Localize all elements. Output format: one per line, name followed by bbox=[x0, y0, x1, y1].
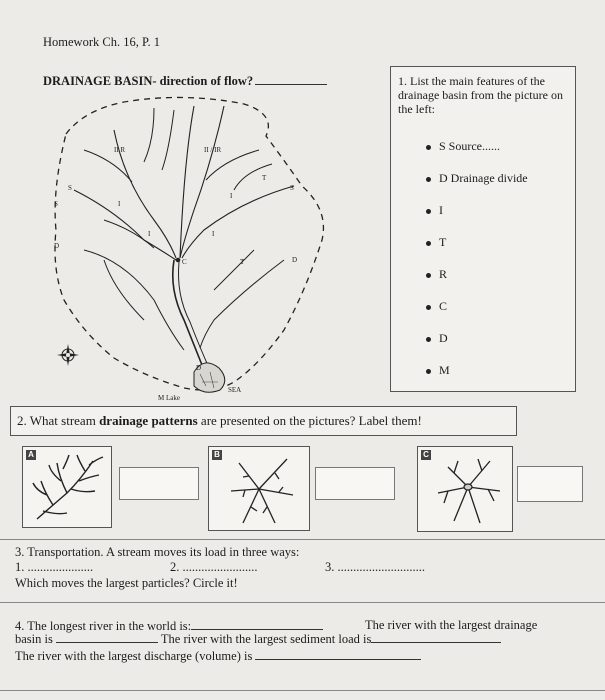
map-label-iir: II R bbox=[114, 146, 126, 154]
pattern-c-answer-box[interactable] bbox=[517, 466, 583, 502]
map-label-m-lake: M Lake bbox=[158, 394, 180, 400]
map-label-s-right: S bbox=[290, 184, 294, 192]
pattern-c-letter: C bbox=[421, 450, 431, 460]
bullet-icon bbox=[426, 177, 431, 182]
bullet-icon bbox=[426, 241, 431, 246]
map-label-c: C bbox=[182, 258, 187, 266]
bullet-icon bbox=[426, 369, 431, 374]
bullet-icon bbox=[426, 145, 431, 150]
map-label-i4: I bbox=[230, 192, 233, 200]
bullet-icon bbox=[426, 273, 431, 278]
q3-prompt: 3. Transportation. A stream moves its load in three ways: bbox=[15, 545, 300, 559]
drainage-divide-line bbox=[55, 97, 323, 390]
feature-item: C bbox=[426, 299, 447, 314]
feature-item: D bbox=[426, 331, 448, 346]
feature-item: R bbox=[426, 267, 447, 282]
map-label-iiir: II / IR bbox=[204, 146, 222, 154]
page-title: Homework Ch. 16, P. 1 bbox=[43, 35, 161, 49]
divider-line bbox=[0, 690, 605, 691]
tributary-top-right bbox=[180, 106, 224, 258]
map-label-sea: SEA bbox=[228, 386, 242, 394]
q1-heading-text: DRAINAGE BASIN- direction of flow? bbox=[43, 74, 254, 88]
map-label-d-left: D bbox=[54, 242, 60, 250]
feature-item: S Source...... bbox=[426, 139, 500, 154]
q4-line-1: 4. The longest river in the world is: bbox=[15, 619, 323, 633]
divider-line bbox=[0, 602, 605, 603]
map-label-t-top: T bbox=[262, 174, 267, 182]
q3-blank-3[interactable]: 3. ............................ bbox=[325, 560, 425, 574]
q3-circle-prompt: Which moves the largest particles? Circle it! bbox=[15, 576, 238, 590]
q1-heading bbox=[43, 74, 327, 89]
map-label-i2: I bbox=[148, 230, 151, 238]
q4-sediment-load-blank[interactable] bbox=[371, 632, 501, 643]
dendritic-pattern-icon bbox=[23, 447, 111, 527]
feature-item: T bbox=[426, 235, 446, 250]
q4-largest-basin-blank[interactable] bbox=[56, 632, 158, 643]
pattern-b-figure bbox=[208, 446, 310, 531]
pattern-a-figure bbox=[22, 446, 112, 528]
q1-prompt: 1. List the main features of the drainage basin from the picture on the left: bbox=[398, 74, 563, 116]
pattern-b-answer-box[interactable] bbox=[315, 467, 395, 500]
q3-blank-2[interactable]: 2. ........................ bbox=[170, 560, 258, 574]
pattern-c-figure bbox=[417, 446, 513, 532]
bullet-icon bbox=[426, 209, 431, 214]
map-label-i1: I bbox=[118, 200, 121, 208]
q2-prompt: 2. What stream drainage patterns are presented on the pictures? Label them! bbox=[17, 413, 422, 428]
q4-line-2: basin is The river with the largest sediment load is bbox=[15, 632, 501, 646]
feature-item: I bbox=[426, 203, 443, 218]
q4-largest-basin-label: The river with the largest drainage bbox=[365, 618, 538, 632]
q3-blank-1[interactable]: 1. ..................... bbox=[15, 560, 94, 574]
feature-item: D Drainage divide bbox=[426, 171, 528, 186]
feature-item: M bbox=[426, 363, 450, 378]
q1-answer-blank[interactable] bbox=[255, 74, 327, 85]
map-label-d-right: D bbox=[292, 256, 298, 264]
divider-line bbox=[0, 539, 605, 540]
map-label-i3: I bbox=[212, 230, 215, 238]
tributary-left bbox=[74, 190, 176, 260]
q4-longest-river-blank[interactable] bbox=[191, 619, 323, 630]
compass-icon bbox=[57, 344, 79, 366]
map-label-d-mouth: D bbox=[196, 364, 202, 372]
map-label-s-left: S bbox=[68, 184, 72, 192]
drainage-basin-map bbox=[44, 90, 344, 400]
centripetal-pattern-icon bbox=[418, 447, 512, 531]
radial-pattern-icon bbox=[209, 447, 309, 530]
map-label-s-left2: S bbox=[54, 200, 58, 208]
bullet-icon bbox=[426, 337, 431, 342]
confluence-marker bbox=[176, 258, 181, 263]
q4-discharge-blank[interactable] bbox=[255, 649, 421, 660]
q4-line-3: The river with the largest discharge (volume) is bbox=[15, 649, 421, 663]
main-river bbox=[173, 260, 204, 370]
pattern-a-letter: A bbox=[26, 450, 36, 460]
map-label-t-mid: T bbox=[240, 258, 245, 266]
pattern-b-letter: B bbox=[212, 450, 222, 460]
bullet-icon bbox=[426, 305, 431, 310]
pattern-a-answer-box[interactable] bbox=[119, 467, 199, 500]
